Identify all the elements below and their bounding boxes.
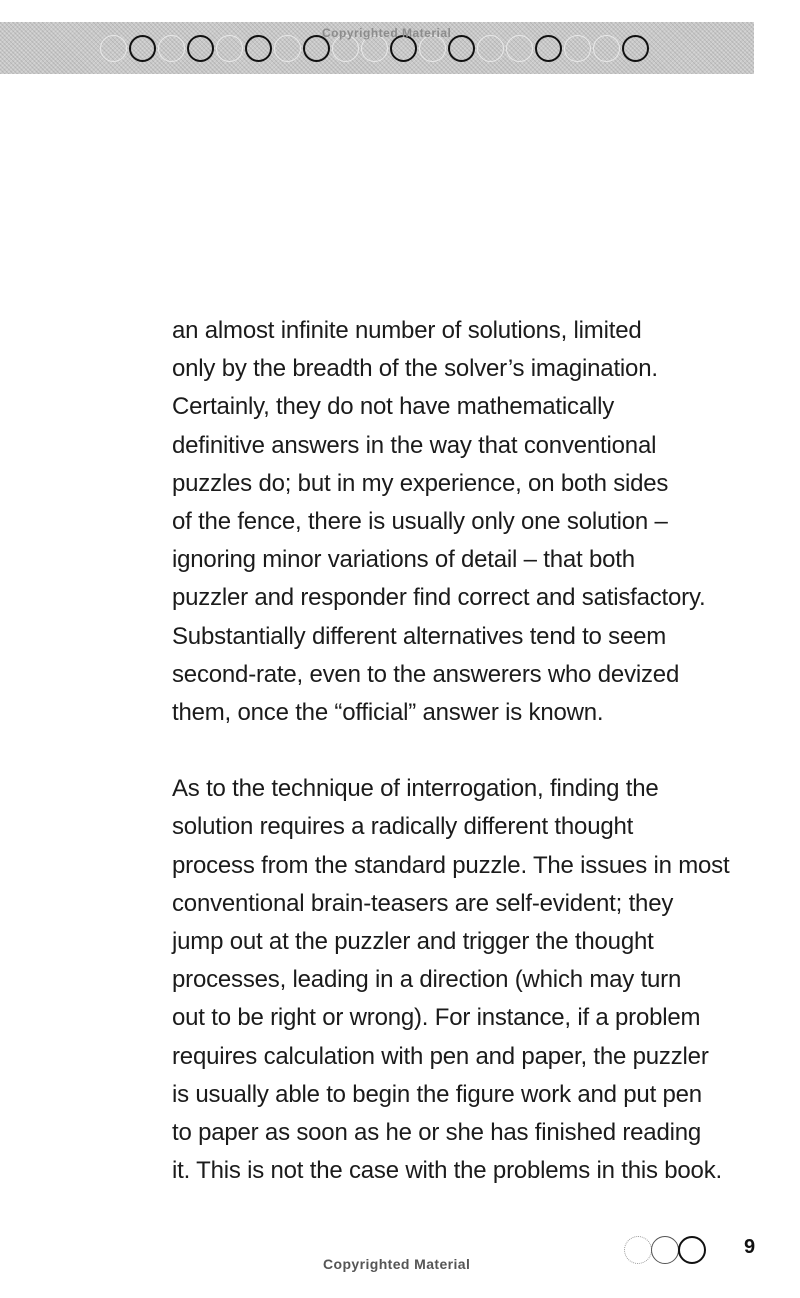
header-watermark: Copyrighted Material (322, 26, 452, 40)
text-line: second-rate, even to the answerers who devized (172, 660, 680, 688)
text-line: of the fence, there is usually only one solution – (172, 508, 668, 536)
text-line: Substantially different alternatives tend to seem (172, 622, 667, 650)
header-circle-icon (216, 35, 243, 62)
text-line: requires calculation with pen and paper, the puzzler (172, 1042, 709, 1070)
text-line: Certainly, they do not have mathematically (172, 393, 615, 421)
text-line: them, once the “official” answer is known. (172, 699, 604, 727)
paragraph-gap (172, 732, 732, 770)
header-circle-icon (158, 35, 185, 62)
footer-circle-icon (624, 1236, 652, 1264)
header-circle-icon (506, 35, 533, 62)
header-circle-icon (477, 35, 504, 62)
text-line: only by the breadth of the solver’s imagination. (172, 355, 658, 383)
header-circle-icon (622, 35, 649, 62)
text-line: processes, leading in a direction (which may turn (172, 966, 682, 994)
text-line: to paper as soon as he or she has finished reading (172, 1119, 702, 1147)
text-line: As to the technique of interrogation, finding the (172, 775, 659, 803)
paragraph (172, 770, 732, 1190)
text-line: puzzler and responder find correct and satisfactory. (172, 584, 706, 612)
text-line: jump out at the puzzler and trigger the thought (172, 928, 654, 956)
header-circle-icon (448, 35, 475, 62)
text-line: ignoring minor variations of detail – that both (172, 546, 635, 574)
text-line: puzzles do; but in my experience, on both sides (172, 469, 669, 497)
body-text (172, 312, 732, 1190)
footer-circle-icon (651, 1236, 679, 1264)
footer-circles (624, 1236, 705, 1264)
header-circle-icon (564, 35, 591, 62)
text-line: solution requires a radically different thought (172, 813, 634, 841)
text-line: conventional brain-teasers are self-evident; they (172, 889, 674, 917)
text-line: out to be right or wrong). For instance, if a problem (172, 1004, 701, 1032)
text-line: it. This is not the case with the problems in this book. (172, 1157, 722, 1185)
header-circle-icon (535, 35, 562, 62)
footer-circle-icon (678, 1236, 706, 1264)
footer-watermark: Copyrighted Material (323, 1256, 471, 1272)
header-circle-icon (129, 35, 156, 62)
header-circle-icon (245, 35, 272, 62)
header-circle-icon (100, 35, 127, 62)
paragraph (172, 312, 732, 732)
text-line: process from the standard puzzle. The issues in most (172, 851, 730, 879)
header-circle-icon (593, 35, 620, 62)
page-number: 9 (744, 1236, 756, 1258)
text-line: definitive answers in the way that conventional (172, 431, 657, 459)
text-line: is usually able to begin the figure work and put pen (172, 1080, 702, 1108)
text-line: an almost infinite number of solutions, limited (172, 317, 642, 344)
header-circle-icon (274, 35, 301, 62)
header-circle-icon (187, 35, 214, 62)
